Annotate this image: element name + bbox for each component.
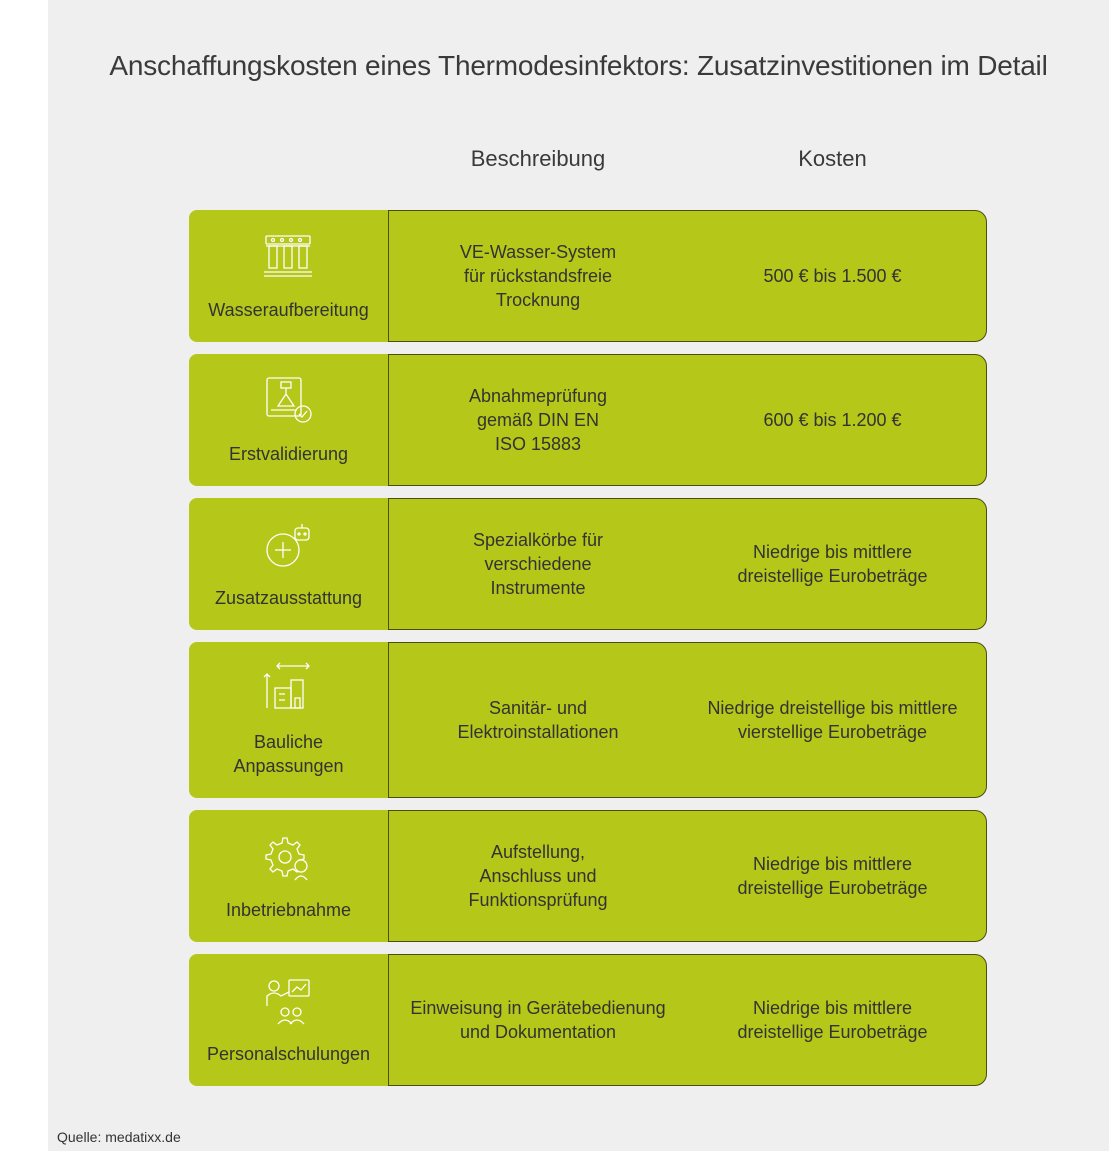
cost-text: 600 € bis 1.200 € xyxy=(763,410,902,430)
cost-text: Niedrige dreistellige bis mittlere vierstellige Eurobeträge xyxy=(707,698,958,742)
column-header-cost: Kosten xyxy=(798,146,867,171)
cost-text: Niedrige bis mittlere dreistellige Eurobeträge xyxy=(737,998,928,1042)
validation-check-icon xyxy=(259,376,317,428)
source-note: Quelle: medatixx.de xyxy=(57,1129,181,1145)
category-label: Erstvalidierung xyxy=(228,444,349,464)
category-label: Wasseraufbereitung xyxy=(208,300,369,320)
table-row xyxy=(189,810,987,942)
cost-text: Niedrige bis mittlere dreistellige Eurobeträge xyxy=(737,542,928,586)
cost-table xyxy=(189,210,987,1086)
add-accessory-icon xyxy=(259,520,317,572)
page-title: Anschaffungskosten eines Thermodesinfektors: Zusatzinvestitionen im Detail xyxy=(109,50,1048,81)
cost-text: 500 € bis 1.500 € xyxy=(763,266,902,286)
cost-text: Niedrige bis mittlere dreistellige Eurobeträge xyxy=(737,854,928,898)
description-text: Aufstellung, Anschluss und Funktionsprüfung xyxy=(468,842,608,910)
gear-technician-icon xyxy=(259,832,317,884)
building-dimensions-icon xyxy=(259,662,317,714)
category-label: Zusatzausstattung xyxy=(214,588,363,608)
description-text: VE-Wasser-System für rückstandsfreie Trocknung xyxy=(459,242,617,310)
description-text: Sanitär- und Elektroinstallationen xyxy=(457,698,619,742)
column-header-description: Beschreibung xyxy=(470,146,606,171)
table-row xyxy=(189,498,987,630)
table-row xyxy=(189,954,987,1086)
description-text: Spezialkörbe für verschiedene Instrumente xyxy=(472,530,604,598)
table-row xyxy=(189,354,987,486)
description-text: Einweisung in Gerätebedienung und Dokumentation xyxy=(410,998,666,1042)
table-row xyxy=(189,642,987,798)
table-row xyxy=(189,210,987,342)
water-filter-icon xyxy=(259,232,317,284)
training-presentation-icon xyxy=(259,976,317,1028)
category-label: Bauliche Anpassungen xyxy=(233,732,344,776)
category-label: Personalschulungen xyxy=(206,1044,371,1064)
description-text: Abnahmeprüfung gemäß DIN EN ISO 15883 xyxy=(468,386,608,454)
category-label: Inbetriebnahme xyxy=(225,900,352,920)
